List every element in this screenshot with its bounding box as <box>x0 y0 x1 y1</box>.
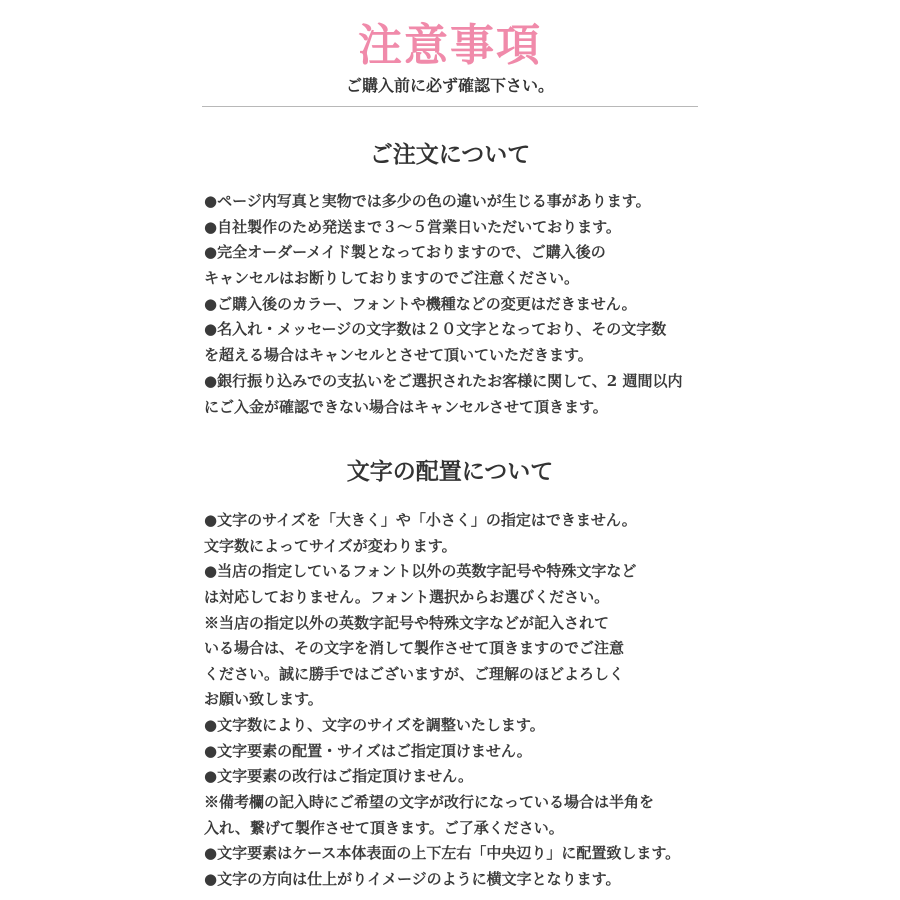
notice-line: ●ページ内写真と実物では多少の色の違いが生じる事があります。 <box>204 192 651 210</box>
notice-line: ●完全オーダーメイド製となっておりますので、ご購入後の <box>204 243 606 262</box>
notice-line: 文字数によってサイズが変わります。 <box>204 536 457 555</box>
page-title: 注意事項 <box>358 20 542 71</box>
notice-line: ●ご購入後のカラー、フォントや機種などの変更はだきません。 <box>204 294 637 313</box>
header-divider <box>202 106 698 107</box>
notice-line: ●文字要素の配置・サイズはご指定頂けません。 <box>204 741 532 760</box>
section-body-layout <box>204 508 724 893</box>
notice-line: お願い致します。 <box>204 690 323 709</box>
notice-line: キャンセルはお断りしておりますのでご注意ください。 <box>204 269 580 288</box>
notice-line: ●当店の指定しているフォント以外の英数字記号や特殊文字など <box>204 562 637 581</box>
notice-line: ●文字の方向は仕上がりイメージのように横文字となります。 <box>204 869 621 888</box>
notice-line: ●文字要素はケース本体表面の上下左右「中央辺り」に配置致します。 <box>204 844 681 863</box>
section-heading-order: ご注文について <box>369 141 531 168</box>
notice-line: ●文字要素の改行はご指定頂けません。 <box>204 767 473 786</box>
notice-line: 入れ、繋げて製作させて頂きます。ご了承ください。 <box>204 818 564 837</box>
notice-line: いる場合は、その文字を消して製作させて頂きますのでご注意 <box>204 639 625 658</box>
notice-line: は対応しておりません。フォント選択からお選びください。 <box>204 587 610 606</box>
notice-line: ●文字のサイズを「大きく」や「小さく」の指定はできません。 <box>204 511 637 529</box>
notice-line: にご入金が確認できない場合はキャンセルさせて頂きます。 <box>204 397 608 416</box>
notice-line: ●文字数により、文字のサイズを調整いたします。 <box>204 716 545 735</box>
notice-line: ※当店の指定以外の英数字記号や特殊文字などが記入されて <box>204 613 610 632</box>
notice-line: ●名入れ・メッセージの文字数は２０文字となっており、その文字数 <box>204 320 667 339</box>
page-subtitle: ご購入前に必ず確認下さい。 <box>345 76 554 95</box>
notice-line: ●銀行振り込みでの支払いをご選択されたお客様に関して、2 週間以内 <box>204 371 683 390</box>
notice-line: を超える場合はキャンセルとさせて頂いていただきます。 <box>204 346 593 365</box>
notice-line: ●自社製作のため発送まで３～５営業日いただいております。 <box>204 217 621 236</box>
notice-line: ※備考欄の記入時にご希望の文字が改行になっている場合は半角を <box>204 793 655 812</box>
section-heading-layout: 文字の配置について <box>346 458 554 485</box>
section-body-order <box>204 189 724 420</box>
notice-line: ください。誠に勝手ではございますが、ご理解のほどよろしく <box>204 664 625 683</box>
